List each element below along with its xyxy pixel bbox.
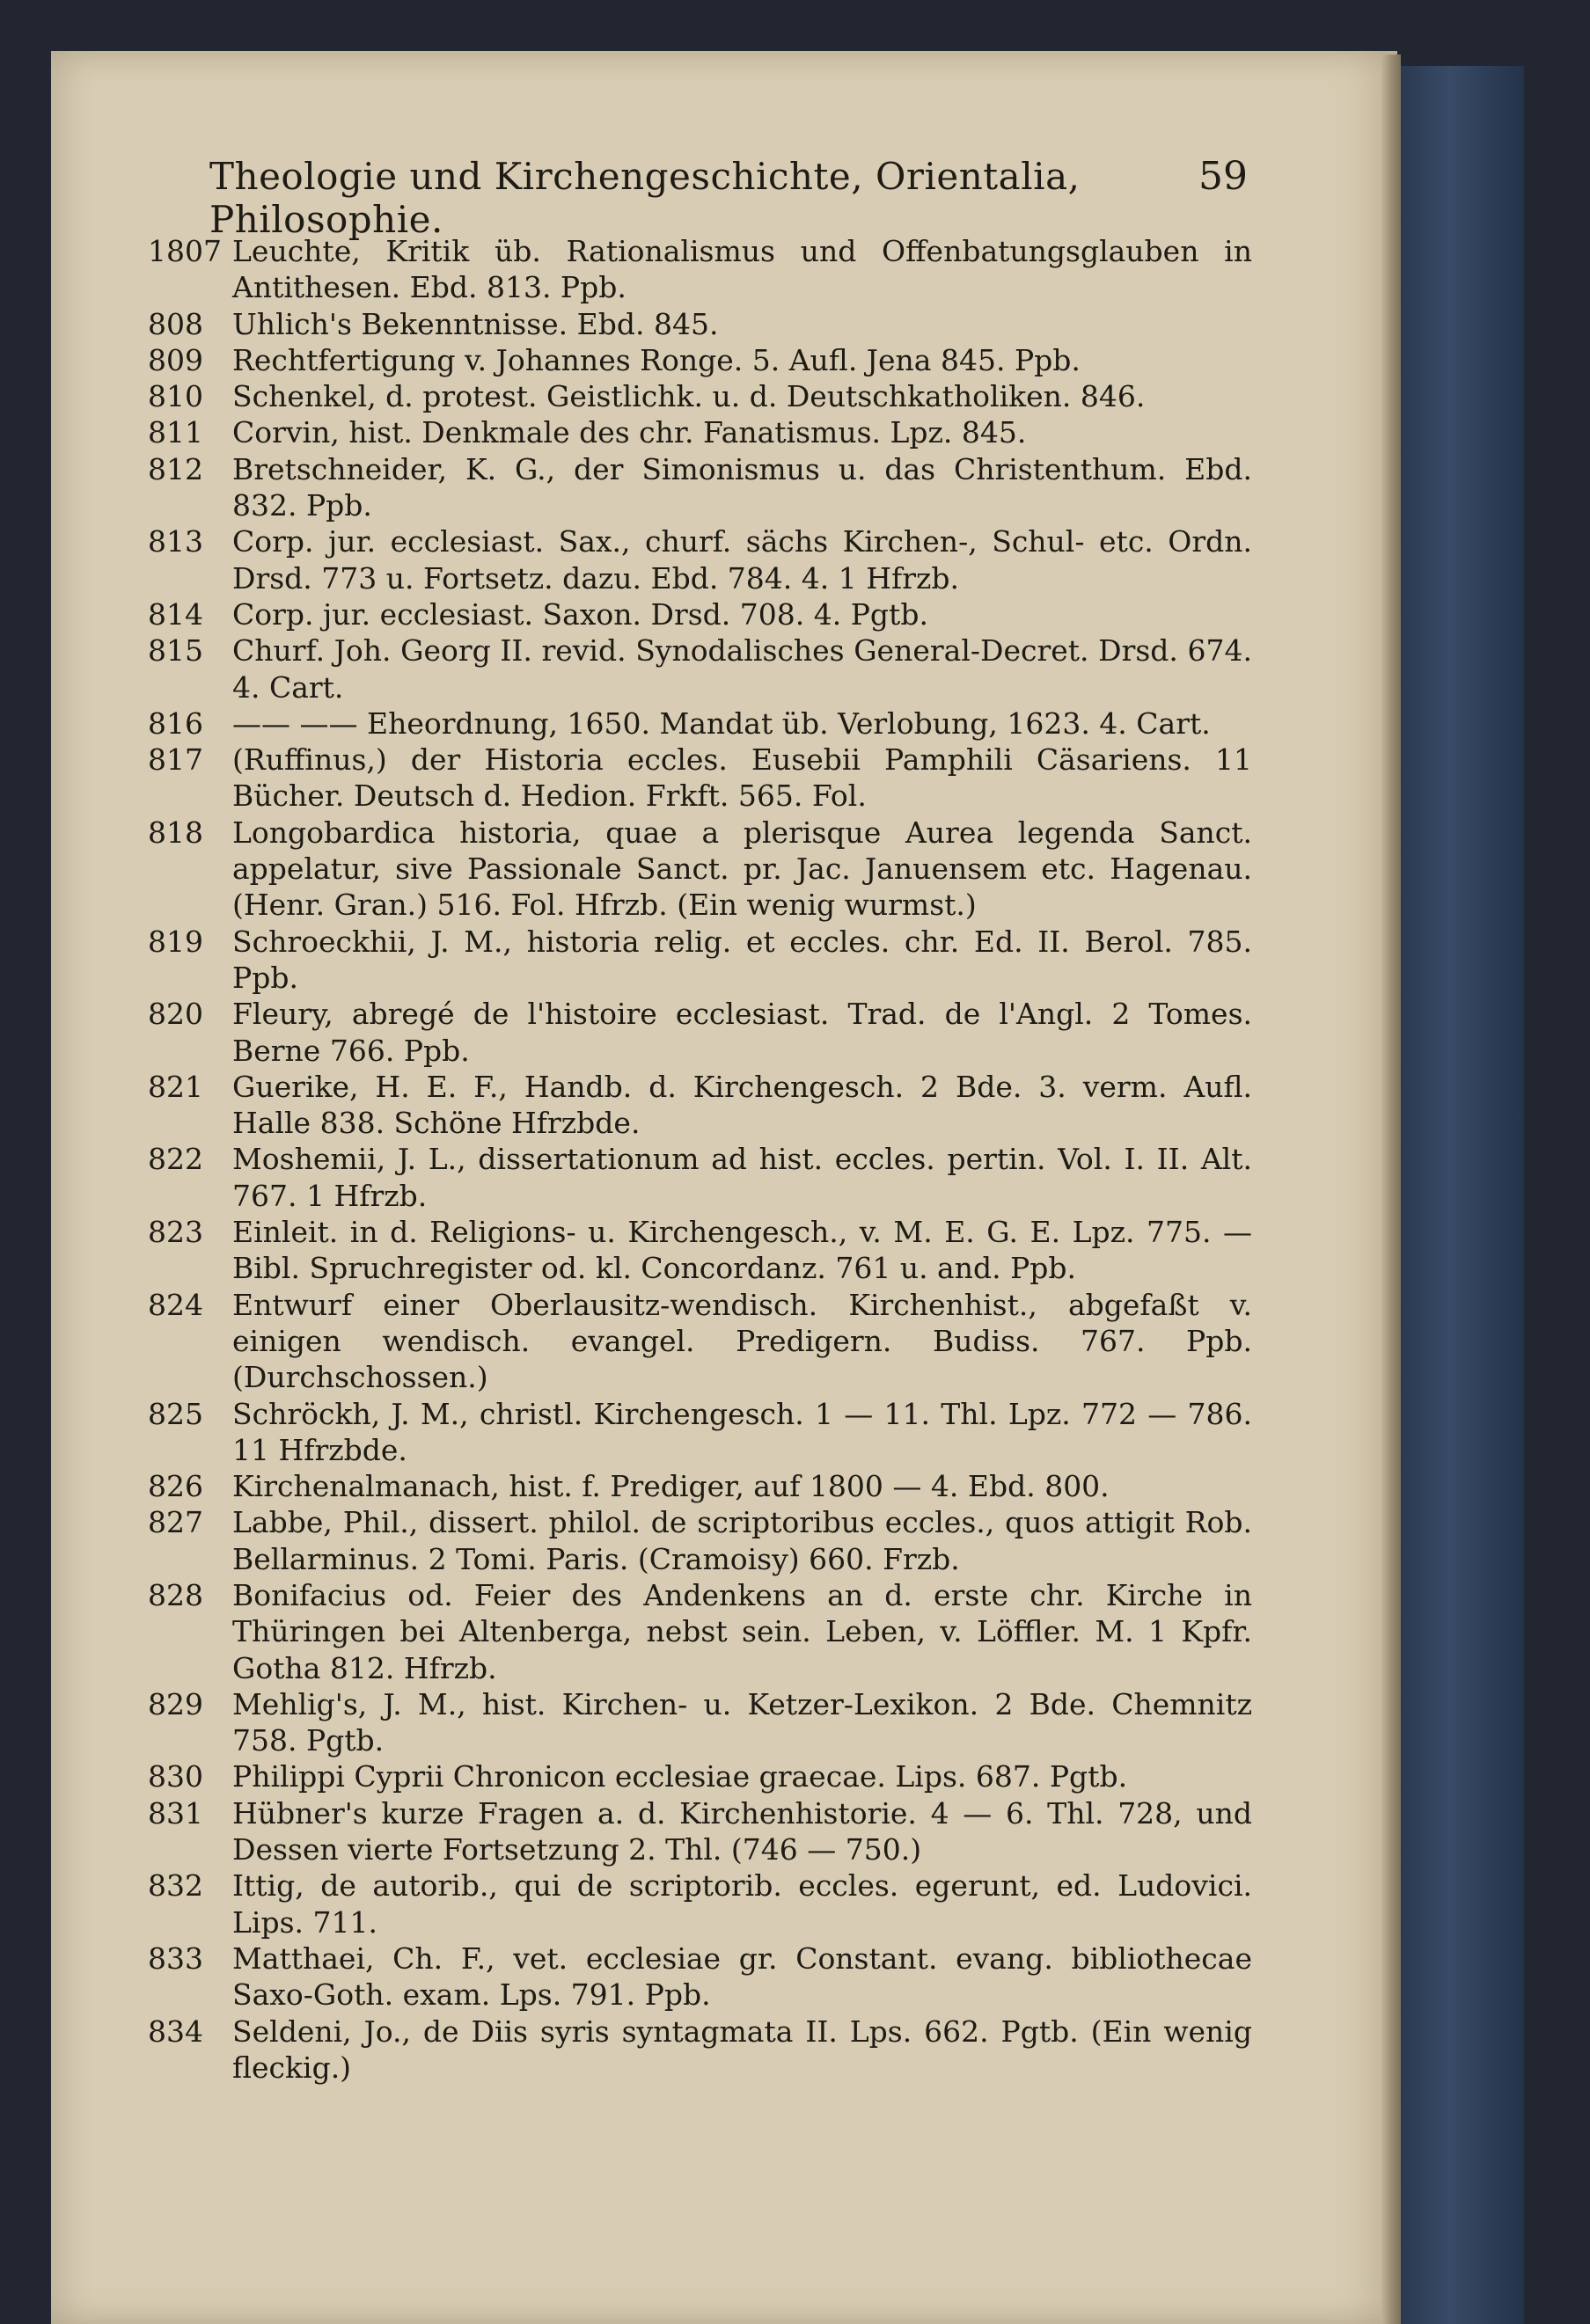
entry-text: —— —— Eheordnung, 1650. Mandat üb. Verlobung, 1623. 4. Cart. [232, 705, 1211, 741]
entry-text: Corp. jur. ecclesiast. Sax., churf. sächs Kirchen-, Schul- etc. Ordn. Drsd. 773 u. Fortsetz. dazu. Ebd. 784. 4. 1 Hfrzb. [232, 524, 1252, 596]
entry-number: 819 [148, 924, 203, 959]
page-header [209, 154, 1248, 241]
entry-number: 815 [148, 633, 203, 669]
entry-number: 822 [148, 1142, 203, 1177]
entry-number: 809 [148, 342, 203, 377]
entry-number: 824 [148, 1287, 203, 1322]
catalog-entry [148, 705, 1252, 742]
running-head: Theologie und Kirchengeschichte, Orientalia, Philosophie. [209, 155, 1081, 241]
entry-text: Moshemii, J. L., dissertationum ad hist. eccles. pertin. Vol. I. II. Alt. 767. 1 Hfrzb. [232, 1142, 1252, 1213]
catalog-entry [148, 523, 1252, 596]
entry-number: 834 [148, 2013, 203, 2049]
entry-number: 826 [148, 1469, 203, 1504]
catalog-entries [148, 233, 1252, 2086]
entry-text: Fleury, abregé de l'histoire ecclesiast. Trad. de l'Angl. 2 Tomes. Berne 766. Ppb. [232, 997, 1252, 1068]
entry-number: 816 [148, 705, 203, 741]
catalog-entry [148, 742, 1252, 815]
catalog-entry [148, 414, 1252, 450]
entry-text: Guerike, H. E. F., Handb. d. Kirchengesch. 2 Bde. 3. verm. Aufl. Halle 838. Schöne Hfrzbde. [232, 1069, 1252, 1141]
page-edge [1381, 55, 1401, 2324]
entry-number: 1807 [148, 234, 222, 268]
catalog-entry [148, 996, 1252, 1069]
page-number: 59 [1198, 154, 1248, 199]
catalog-entry [148, 1795, 1252, 1868]
entry-number: 820 [148, 997, 203, 1032]
entry-text: Leuchte, Kritik üb. Rationalismus und Offenbatungsglauben in Antithesen. Ebd. 813. Ppb. [232, 234, 1252, 305]
entry-number: 812 [148, 451, 203, 486]
entry-number: 828 [148, 1577, 203, 1612]
catalog-entry [148, 1468, 1252, 1504]
entry-text: Longobardica historia, quae a plerisque Aurea legenda Sanct. appelatur, sive Passionale Sanct. pr. Jac. Januensem etc. Hagenau. (Henr. Gran.) 516. Fol. Hfrzb. (Ein wenig wurmst.) [232, 815, 1252, 923]
entry-text: Matthaei, Ch. F., vet. ecclesiae gr. Constant. evang. bibliothecae Saxo-Goth. exam. Lps. 791. Ppb. [232, 1940, 1252, 2013]
catalog-entry [148, 1214, 1252, 1287]
entry-text: Uhlich's Bekenntnisse. Ebd. 845. [232, 306, 719, 341]
entry-number: 825 [148, 1396, 203, 1431]
entry-text: Einleit. in d. Religions- u. Kirchengesch., v. M. E. G. E. Lpz. 775. — Bibl. Spruchregister od. kl. Concordanz. 761 u. and. Ppb. [232, 1215, 1252, 1286]
entry-number: 831 [148, 1795, 203, 1831]
entry-text: Mehlig's, J. M., hist. Kirchen- u. Ketzer-Lexikon. 2 Bde. Chemnitz 758. Pgtb. [232, 1686, 1252, 1758]
entry-text: Entwurf einer Oberlausitz-wendisch. Kirchenhist., abgefaßt v. einigen wendisch. evangel. Predigern. Budiss. 767. Ppb. (Durchschossen.) [232, 1287, 1252, 1395]
entry-text: Churf. Joh. Georg II. revid. Synodalisches General-Decret. Drsd. 674. 4. Cart. [232, 633, 1252, 705]
catalog-entry [148, 451, 1252, 524]
entry-number: 811 [148, 415, 203, 450]
entry-number: 823 [148, 1215, 203, 1250]
entry-number: 813 [148, 524, 203, 559]
entry-text: Schröckh, J. M., christl. Kirchengesch. 1 — 11. Thl. Lpz. 772 — 786. 11 Hfrzbde. [232, 1396, 1252, 1467]
catalog-entry [148, 1287, 1252, 1396]
catalog-entry [148, 342, 1252, 378]
catalog-entry [148, 233, 1252, 306]
entry-number: 829 [148, 1686, 203, 1721]
entry-number: 832 [148, 1868, 203, 1904]
book-cover [1401, 66, 1524, 2324]
catalog-entry [148, 1686, 1252, 1759]
catalog-entry [148, 1504, 1252, 1577]
entry-text: Corp. jur. ecclesiast. Saxon. Drsd. 708. 4. Pgtb. [232, 596, 928, 632]
entry-number: 817 [148, 742, 203, 778]
entry-text: Rechtfertigung v. Johannes Ronge. 5. Aufl. Jena 845. Ppb. [232, 342, 1081, 377]
catalog-entry [148, 1069, 1252, 1142]
entry-text: Schenkel, d. protest. Geistlichk. u. d. Deutschkatholiken. 846. [232, 379, 1146, 414]
entry-text: Philippi Cyprii Chronicon ecclesiae graecae. Lips. 687. Pgtb. [232, 1759, 1128, 1794]
catalog-entry [148, 815, 1252, 924]
entry-text: Labbe, Phil., dissert. philol. de scriptoribus eccles., quos attigit Rob. Bellarminus. 2 Tomi. Paris. (Cramoisy) 660. Frzb. [232, 1505, 1252, 1576]
entry-number: 827 [148, 1505, 203, 1540]
catalog-entry [148, 1396, 1252, 1469]
catalog-entry [148, 306, 1252, 342]
entry-text: Schroeckhii, J. M., historia relig. et eccles. chr. Ed. II. Berol. 785. Ppb. [232, 924, 1252, 995]
catalog-entry [148, 378, 1252, 414]
catalog-entry [148, 1758, 1252, 1794]
entry-text: Bretschneider, K. G., der Simonismus u. das Christenthum. Ebd. 832. Ppb. [232, 451, 1252, 523]
entry-number: 814 [148, 596, 203, 632]
catalog-entry [148, 2013, 1252, 2086]
catalog-entry [148, 1577, 1252, 1686]
catalog-entry [148, 632, 1252, 705]
entry-number: 810 [148, 379, 203, 414]
entry-text: Hübner's kurze Fragen a. d. Kirchenhistorie. 4 — 6. Thl. 728, und Dessen vierte Fortsetzung 2. Thl. (746 — 750.) [232, 1795, 1252, 1867]
catalog-entry [148, 1867, 1252, 1940]
catalog-entry [148, 924, 1252, 997]
entry-number: 833 [148, 1940, 203, 1976]
entry-text: (Ruffinus,) der Historia eccles. Eusebii Pamphili Cäsariens. 11 Bücher. Deutsch d. Hedion. Frkft. 565. Fol. [232, 742, 1252, 814]
entry-text: Ittig, de autorib., qui de scriptorib. eccles. egerunt, ed. Ludovici. Lips. 711. [232, 1868, 1252, 1940]
catalog-entry [148, 1940, 1252, 2013]
entry-number: 818 [148, 815, 203, 850]
entry-text: Corvin, hist. Denkmale des chr. Fanatismus. Lpz. 845. [232, 415, 1027, 450]
entry-text: Seldeni, Jo., de Diis syris syntagmata II. Lps. 662. Pgtb. (Ein wenig fleckig.) [232, 2013, 1252, 2085]
entry-number: 821 [148, 1069, 203, 1104]
entry-text: Bonifacius od. Feier des Andenkens an d. erste chr. Kirche in Thüringen bei Altenberga, nebst sein. Leben, v. Löffler. M. 1 Kpfr. Gotha 812. Hfrzb. [232, 1577, 1252, 1685]
entry-number: 830 [148, 1759, 203, 1794]
entry-number: 808 [148, 306, 203, 341]
entry-text: Kirchenalmanach, hist. f. Prediger, auf 1800 — 4. Ebd. 800. [232, 1469, 1110, 1504]
catalog-entry [148, 596, 1252, 632]
catalog-entry [148, 1141, 1252, 1214]
